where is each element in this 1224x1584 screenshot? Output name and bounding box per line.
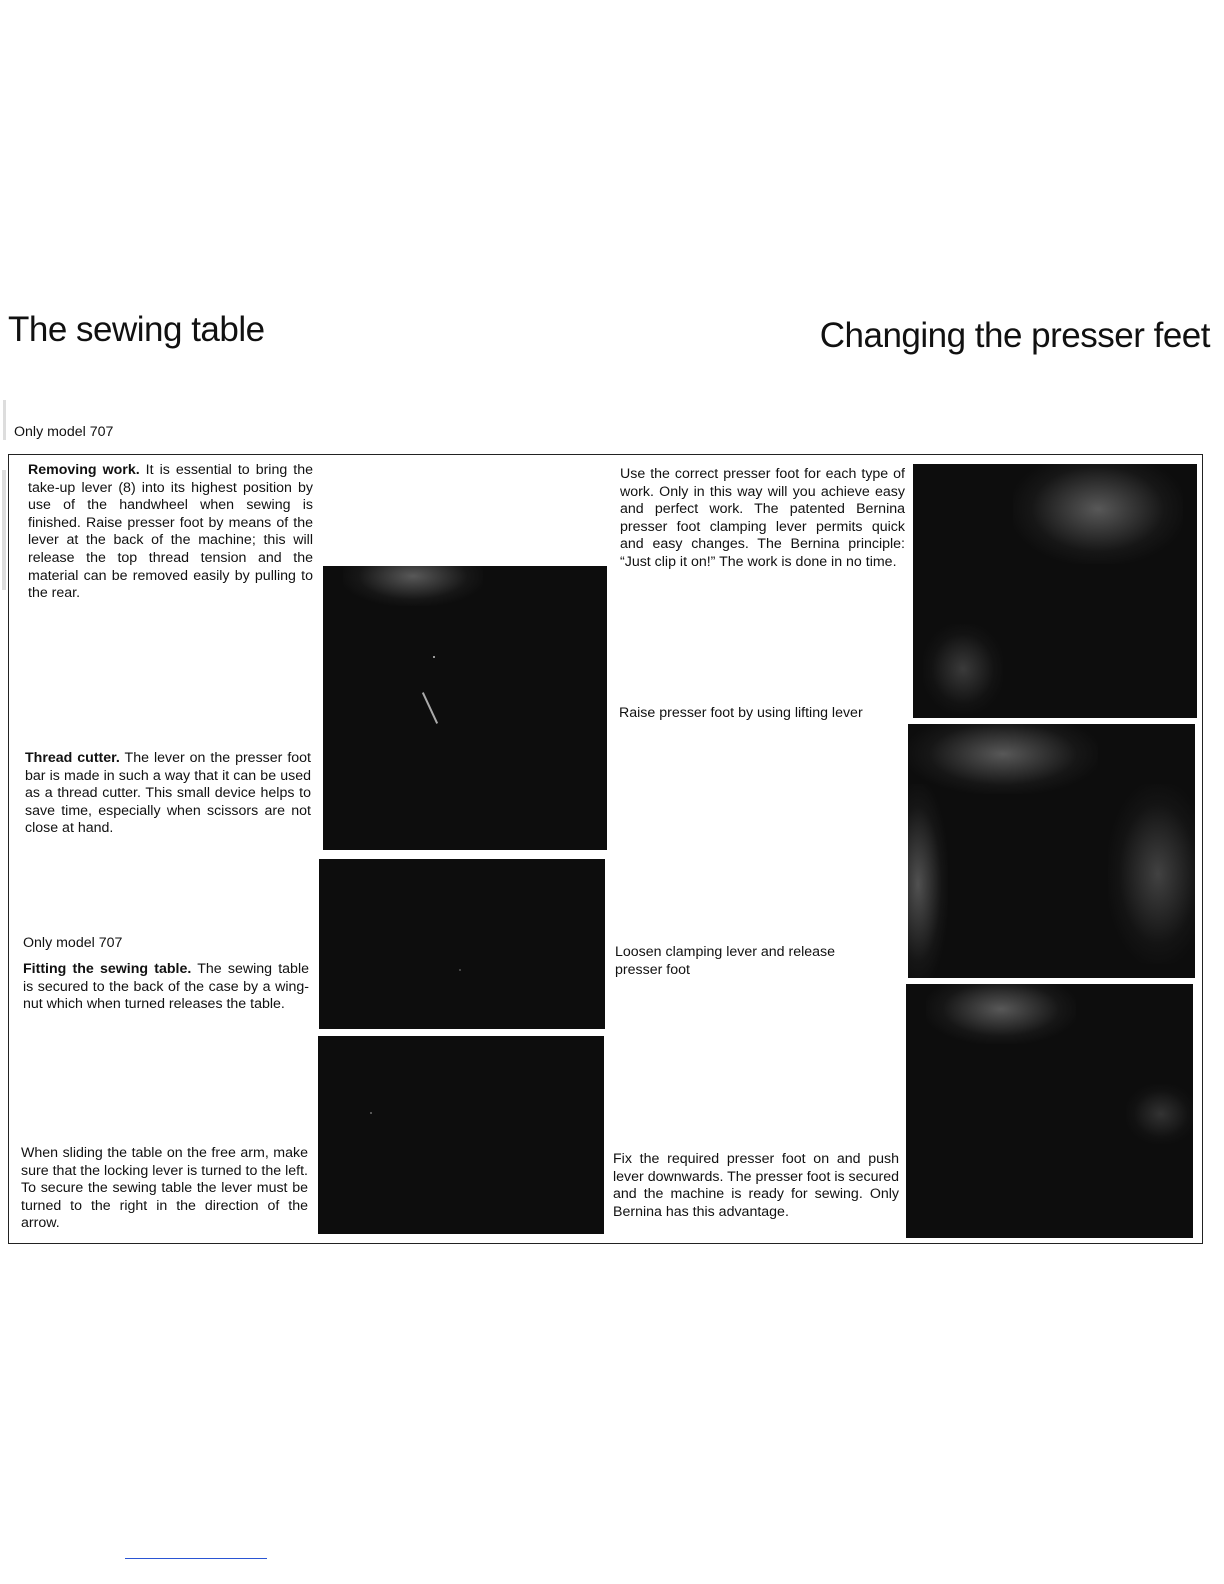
page-title-right: Changing the presser feet [819, 316, 1210, 355]
photo-fix-presser-foot [906, 984, 1193, 1238]
step-raise-caption: Raise presser foot by using lifting lever [619, 705, 863, 721]
model-note-top: Only model 707 [14, 424, 114, 440]
scan-speck [3, 400, 6, 440]
thread-cutter-paragraph [25, 750, 311, 838]
fitting-table-paragraph [23, 961, 309, 1014]
page-title-left: The sewing table [8, 310, 265, 349]
photo-thread-cutter [319, 859, 605, 1029]
removing-work-paragraph [28, 462, 313, 603]
thread-cutter-lead: Thread cutter. [25, 750, 120, 766]
photo-presser-foot-lever [913, 464, 1197, 718]
sliding-table-text: When sliding the table on the free arm, make sure that the locking lever is turned to the left. To secure the sewing table the lever must be turned to the right in the direction of the arrow. [21, 1145, 308, 1232]
thread-cutter-text: The lever on the presser foot bar is made in such a way that it can be used as a thread cutter. This small device helps to save time, especially when scissors are not close at hand. [25, 750, 311, 837]
step-fix-paragraph: Fix the required presser foot on and push lever downwards. The presser foot is secured and the machine is ready for sewing. Only Bernina has this advantage. [613, 1151, 899, 1220]
step-loosen-caption: Loosen clamping lever and release presser foot [615, 944, 836, 978]
sliding-table-paragraph [21, 1145, 308, 1233]
model-note-bottom: Only model 707 [23, 935, 123, 951]
photo-removing-work [323, 566, 607, 850]
bottom-rule [125, 1558, 267, 1559]
removing-work-lead: Removing work. [28, 462, 140, 478]
scan-speck [2, 470, 6, 590]
fitting-table-lead: Fitting the sewing table. [23, 961, 192, 977]
fitting-table-text: The sewing table is secured to the back of the case by a wing-nut which when turned releases the table. [23, 961, 309, 1013]
photo-clamping-lever [908, 724, 1195, 978]
photo-sewing-table [318, 1036, 604, 1234]
removing-work-text: It is essential to bring the take-up lever (8) into its highest position by use of the handwheel when sewing is finished. Raise presser foot by means of the lever at the back of the machine; this will release the top thread tension and the material can be removed easily by pulling to the rear. [28, 462, 313, 602]
intro-paragraph: Use the correct presser foot for each type of work. Only in this way will you achieve easy and perfect work. The patented Bernina presser foot clamping lever permits quick and easy changes. The Bernina principle: “Just clip it on!” The work is done in no time. [620, 466, 905, 570]
